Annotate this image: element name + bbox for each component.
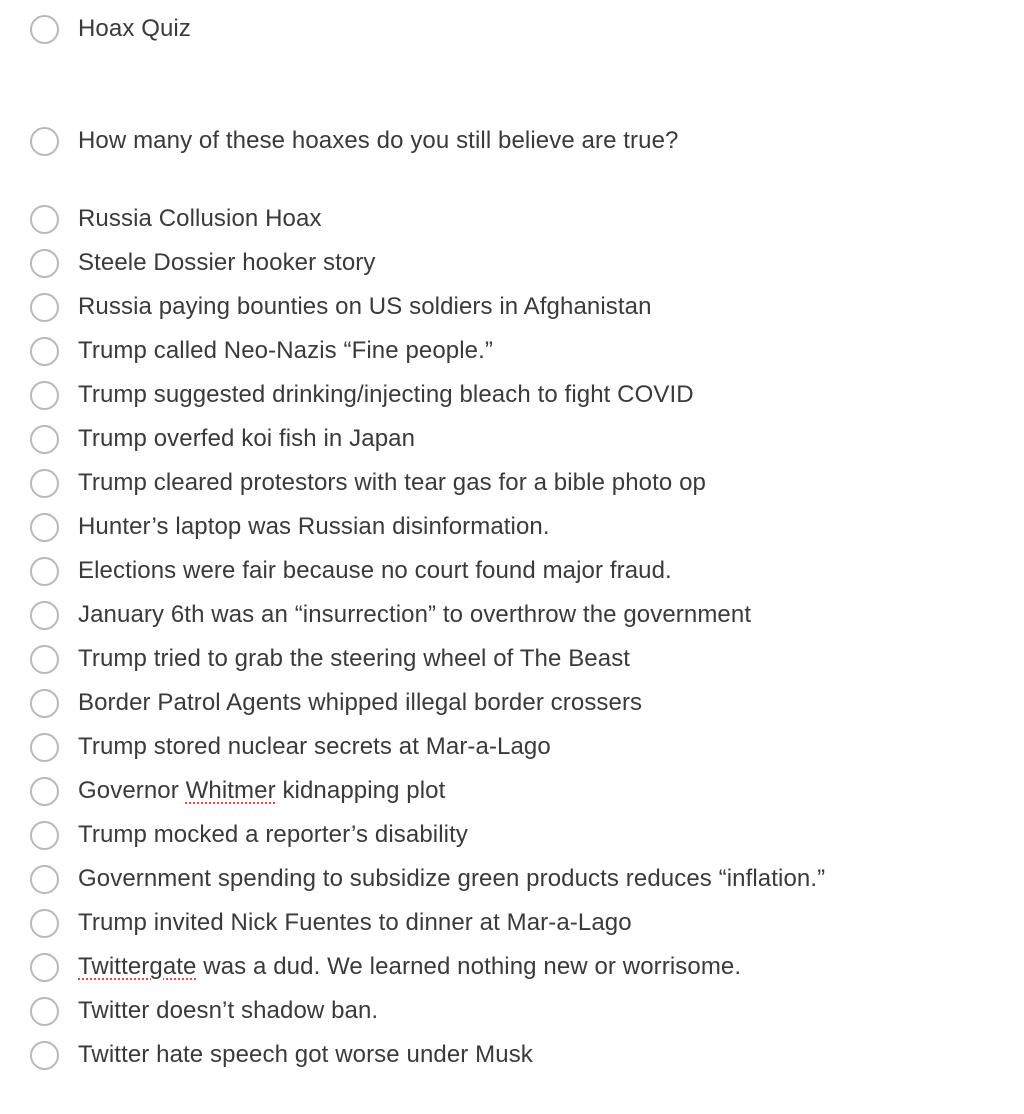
misspelled-word: Whitmer [185,777,276,804]
checkbox-circle-icon[interactable] [30,249,59,278]
checkbox-circle-icon[interactable] [30,953,59,982]
checklist-item[interactable] [30,197,322,241]
checklist-item[interactable] [30,461,706,505]
checklist-item[interactable] [30,417,415,461]
checkbox-circle-icon[interactable] [30,513,59,542]
checklist-item-label: Russia Collusion Hoax [78,205,322,232]
checklist-item[interactable] [30,901,632,945]
checkbox-circle-icon[interactable] [30,1041,59,1070]
checkbox-circle-icon[interactable] [30,689,59,718]
checkbox-circle-icon[interactable] [30,997,59,1026]
checklist-item-label: Hoax Quiz [78,15,191,42]
checkbox-circle-icon[interactable] [30,821,59,850]
checkbox-circle-icon[interactable] [30,777,59,806]
checklist-item[interactable] [30,373,694,417]
checkbox-circle-icon[interactable] [30,381,59,410]
checklist-item-label: Trump mocked a reporter’s disability [78,821,468,848]
checklist-item[interactable] [30,1033,533,1077]
checklist-item-label: Trump overfed koi fish in Japan [78,425,416,452]
checklist-item[interactable] [30,285,652,329]
checklist-item-label: Twitter doesn’t shadow ban. [78,997,379,1024]
checklist-item[interactable] [30,593,751,637]
checklist-item[interactable] [30,857,825,901]
checkbox-circle-icon[interactable] [30,557,59,586]
checkbox-circle-icon[interactable] [30,909,59,938]
checklist-item-title[interactable] [30,7,191,51]
checklist-item-label [78,777,445,805]
checklist-item-label: Trump cleared protestors with tear gas for a bible photo op [78,469,707,496]
checkbox-circle-icon[interactable] [30,645,59,674]
checklist-item[interactable] [30,505,550,549]
checklist-item-label: Trump invited Nick Fuentes to dinner at Mar-a-Lago [78,909,632,936]
checklist-item-label: Steele Dossier hooker story [78,249,376,276]
checklist-item[interactable] [30,241,376,285]
checkbox-circle-icon[interactable] [30,425,59,454]
checklist-item-question[interactable] [30,119,679,163]
checkbox-circle-icon[interactable] [30,601,59,630]
checklist-item[interactable] [30,945,741,989]
checkbox-circle-icon[interactable] [30,15,59,44]
checklist-item-label: Trump called Neo-Nazis “Fine people.” [78,337,493,364]
checklist-item[interactable] [30,725,551,769]
checklist-item-label: How many of these hoaxes do you still believe are true? [78,127,679,154]
label-text-post: kidnapping plot [275,777,446,804]
label-text-post: was a dud. We learned nothing new or worrisome. [196,953,742,980]
checklist-item-label: Government spending to subsidize green products reduces “inflation.” [78,865,826,892]
checklist-item-label: Hunter’s laptop was Russian disinformation. [78,513,550,540]
checklist-item-label [78,953,741,981]
checkbox-circle-icon[interactable] [30,469,59,498]
checklist-item[interactable] [30,329,493,373]
checkbox-circle-icon[interactable] [30,293,59,322]
checkbox-circle-icon[interactable] [30,733,59,762]
checklist-item-label: Twitter hate speech got worse under Musk [78,1041,533,1068]
checkbox-circle-icon[interactable] [30,205,59,234]
checklist-item-label: January 6th was an “insurrection” to overthrow the government [78,601,752,628]
checklist-item[interactable] [30,549,672,593]
checklist-item[interactable] [30,813,468,857]
misspelled-word: Twittergate [78,953,197,980]
checklist-item-label: Elections were fair because no court found major fraud. [78,557,672,584]
checklist-item-label: Trump tried to grab the steering wheel of The Beast [78,645,631,672]
checklist-item-label: Russia paying bounties on US soldiers in Afghanistan [78,293,652,320]
label-text-pre: Governor [78,777,186,804]
checkbox-circle-icon[interactable] [30,337,59,366]
checklist-item-label: Border Patrol Agents whipped illegal border crossers [78,689,643,716]
checklist-item[interactable] [30,637,630,681]
checklist-item[interactable] [30,989,378,1033]
checklist-item-label: Trump suggested drinking/injecting bleach to fight COVID [78,381,694,408]
checklist-item[interactable] [30,769,445,813]
checkbox-circle-icon[interactable] [30,865,59,894]
checklist-item-label: Trump stored nuclear secrets at Mar-a-Lago [78,733,551,760]
checklist-item[interactable] [30,681,642,725]
checkbox-circle-icon[interactable] [30,127,59,156]
